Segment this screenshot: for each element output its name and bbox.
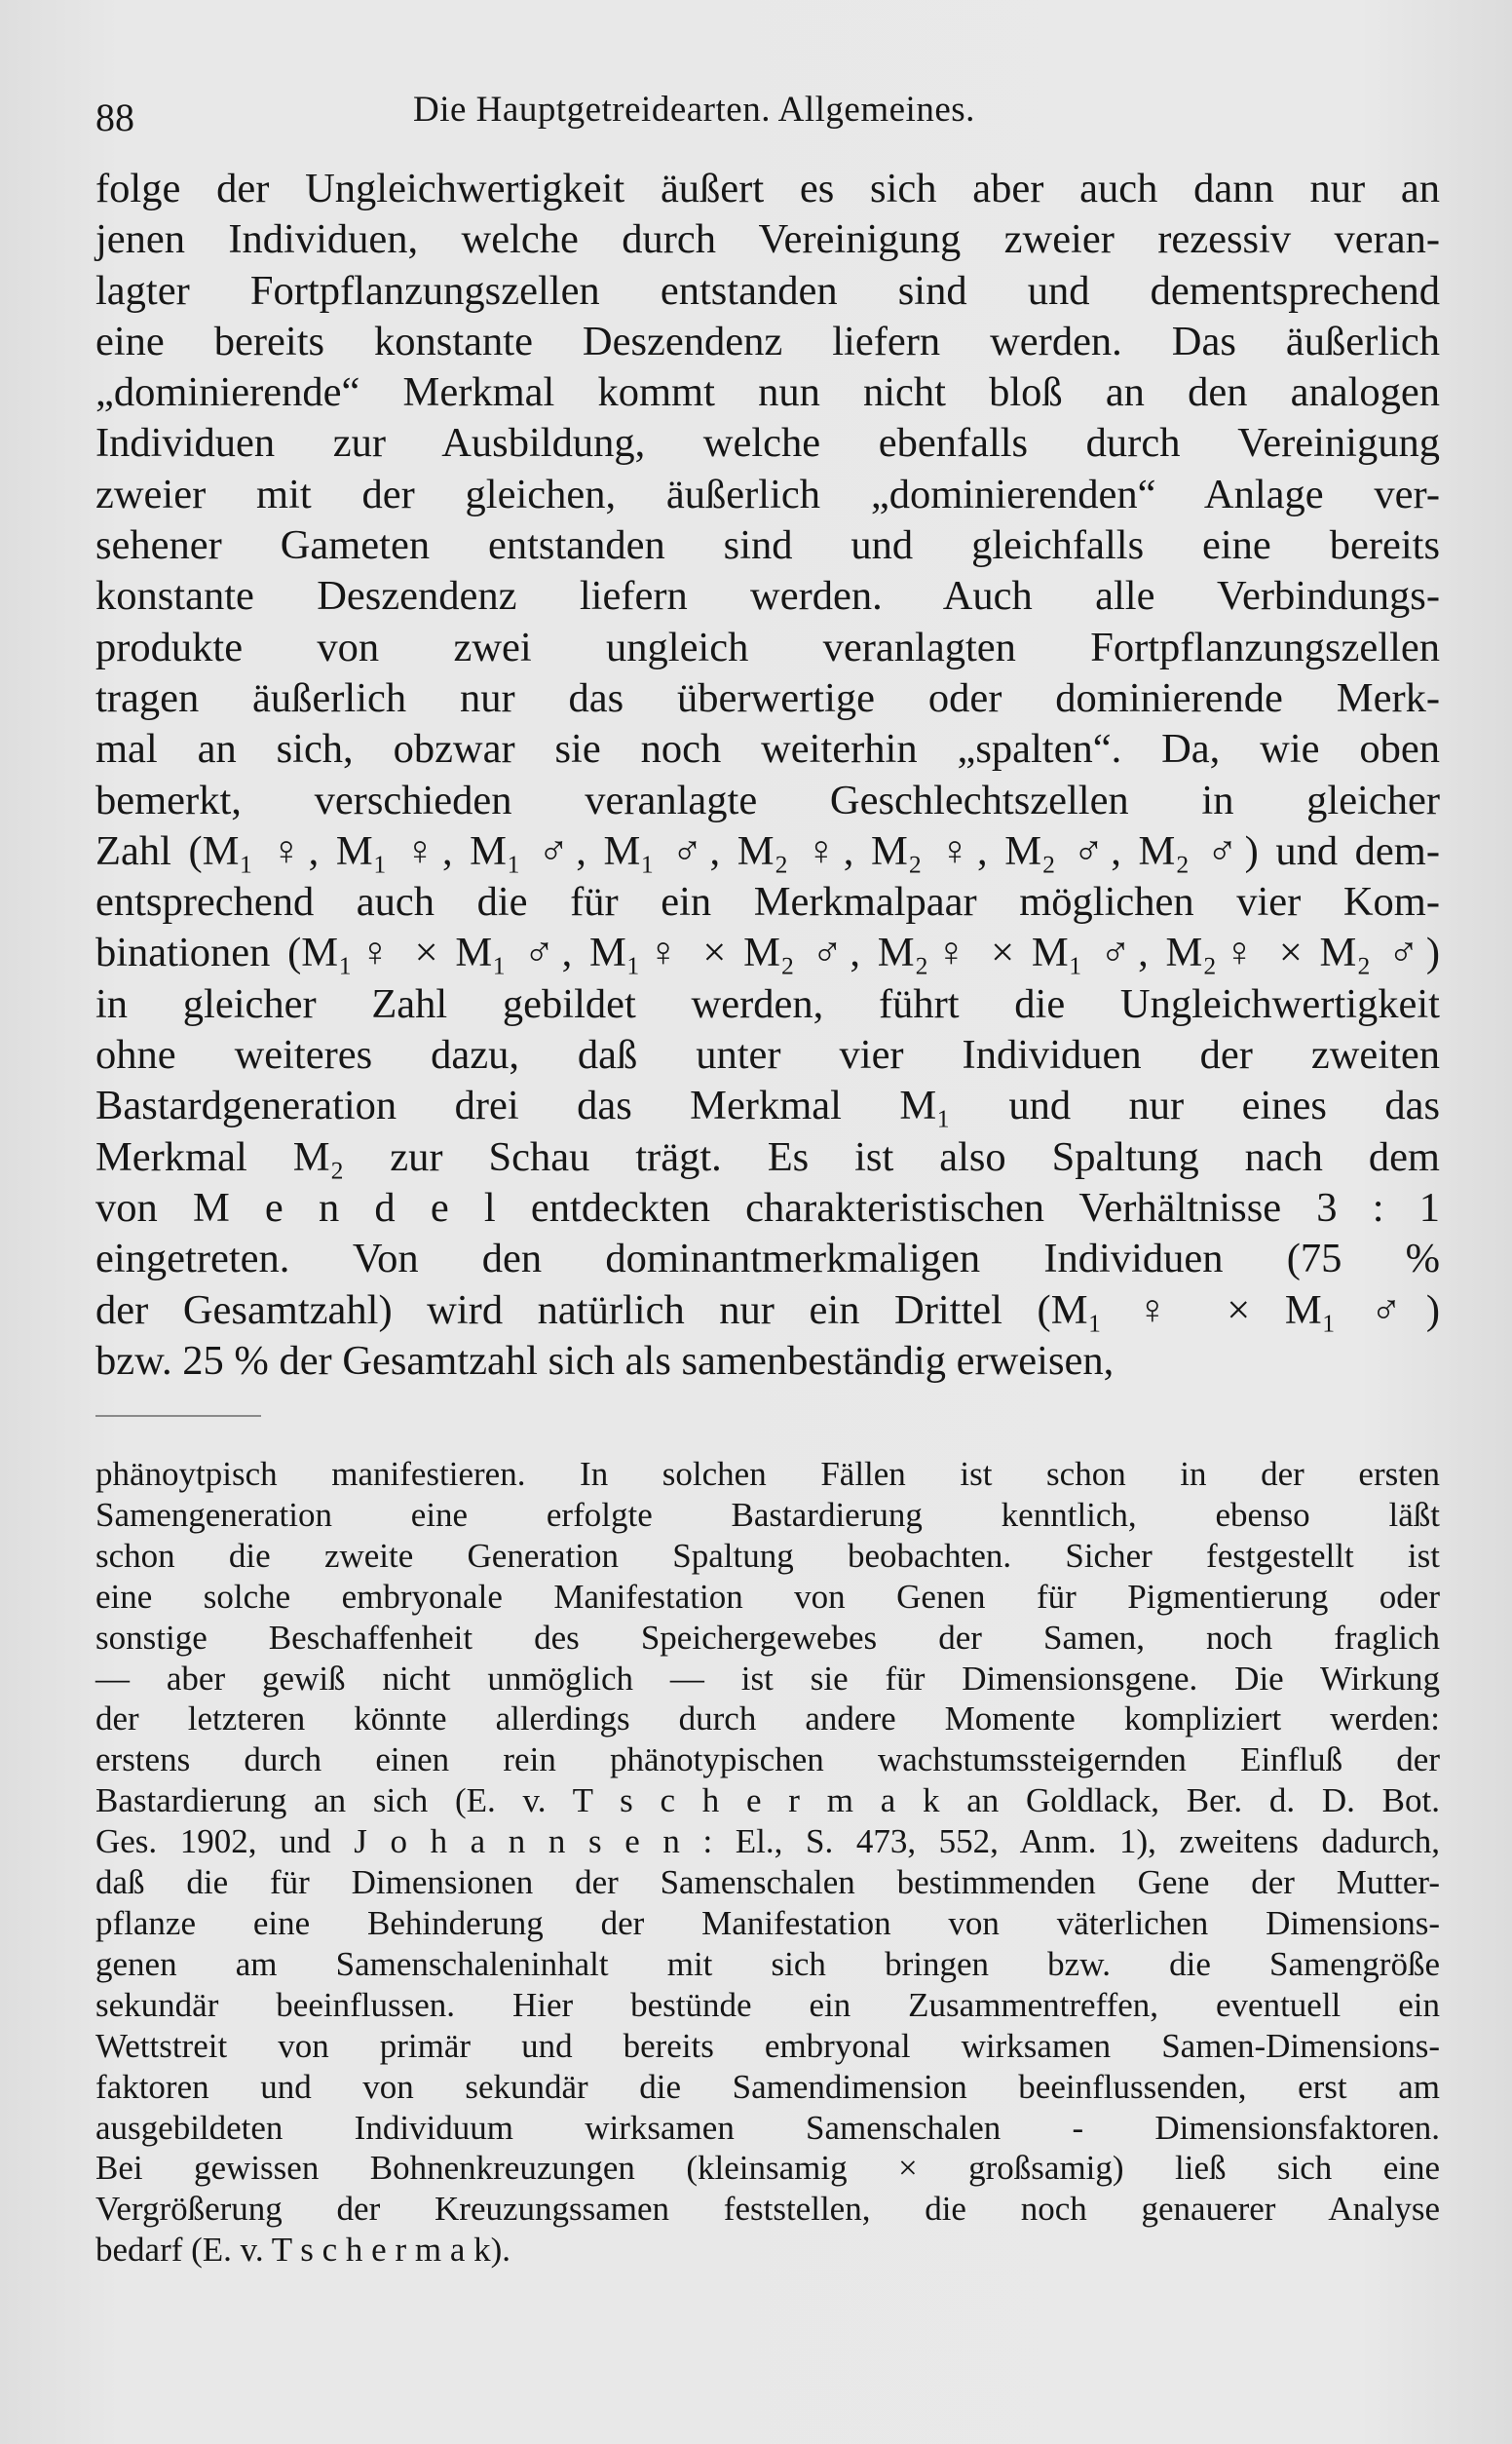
main-text-line: produkte von zwei ungleich veranlagten Fortpflanzungszellen	[95, 624, 1440, 670]
page-number: 88	[95, 95, 134, 139]
footnote-line: eine solche embryonale Manifestation von Genen für Pigmentierung oder	[95, 1577, 1440, 1616]
footnote-line: Bei gewissen Bohnenkreuzungen (kleinsamig × großsamig) ließ sich eine	[95, 2149, 1440, 2188]
main-text-line: „dominierende“ Merkmal kommt nun nicht bloß an den analogen	[95, 369, 1440, 416]
footnote-line: daß die für Dimensionen der Samenschalen bestimmenden Gene der Mutter-	[95, 1863, 1440, 1902]
running-title: Die Hauptgetreidearten. Allgemeines.	[413, 90, 975, 130]
footnote-line: Wettstreit von primär und bereits embryonal wirksamen Samen-Dimensions-	[95, 2026, 1440, 2065]
footnote-line: — aber gewiß nicht unmöglich — ist sie für Dimensionsgene. Die Wirkung	[95, 1659, 1440, 1698]
main-text-line: sehener Gameten entstanden sind und gleichfalls eine bereits	[95, 522, 1440, 569]
main-text-line: zweier mit der gleichen, äußerlich „dominierenden“ Anlage ver-	[95, 471, 1440, 517]
main-text-line: in gleicher Zahl gebildet werden, führt die Ungleichwertigkeit	[95, 980, 1440, 1027]
footnote-line: faktoren und von sekundär die Samendimension beeinflussenden, erst am	[95, 2067, 1440, 2106]
footnote-line: der letzteren könnte allerdings durch andere Momente kompliziert werden:	[95, 1699, 1440, 1738]
footnote-line: genen am Samenschaleninhalt mit sich bringen bzw. die Samengröße	[95, 1944, 1440, 1983]
main-text-line: bzw. 25 % der Gesamtzahl sich als samenbeständig erweisen,	[95, 1337, 1115, 1384]
main-text-line: tragen äußerlich nur das überwertige oder dominierende Merk-	[95, 674, 1440, 721]
footnote-line: sonstige Beschaffenheit des Speichergewebes der Samen, noch fraglich	[95, 1618, 1440, 1657]
footnote-line: Samengeneration eine erfolgte Bastardierung kenntlich, ebenso läßt	[95, 1495, 1440, 1534]
main-text-line: ohne weiteres dazu, daß unter vier Individuen der zweiten	[95, 1032, 1440, 1079]
footnote-line: sekundär beeinflussen. Hier bestünde ein Zusammentreffen, eventuell ein	[95, 1985, 1440, 2024]
main-text-line: von M e n d e l entdeckten charakteristischen Verhältnisse 3 : 1	[95, 1184, 1440, 1231]
main-text-line: Zahl (M₁ ♀, M₁ ♀, M₁ ♂, M₁ ♂, M₂ ♀, M₂ ♀, M₂ ♂, M₂ ♂) und dem-	[95, 827, 1440, 874]
footnote-line: ausgebildeten Individuum wirksamen Samenschalen - Dimensionsfaktoren.	[95, 2108, 1440, 2147]
main-text-line: bemerkt, verschieden veranlagte Geschlechtszellen in gleicher	[95, 777, 1440, 823]
main-text-line: binationen (M₁♀ × M₁ ♂, M₁♀ × M₂ ♂, M₂♀ × M₁ ♂, M₂♀ × M₂ ♂)	[95, 930, 1440, 976]
footnote-line: erstens durch einen rein phänotypischen wachstumssteigernden Einfluß der	[95, 1740, 1440, 1779]
footnote-line: Bastardierung an sich (E. v. T s c h e r m a k an Goldlack, Ber. d. D. Bot.	[95, 1781, 1440, 1820]
main-text-line: mal an sich, obzwar sie noch weiterhin „spalten“. Da, wie oben	[95, 726, 1440, 773]
footnote-line: bedarf (E. v. T s c h e r m a k).	[95, 2231, 511, 2270]
main-text-block	[95, 164, 1440, 1387]
footnote-divider	[95, 1415, 261, 1417]
main-text-line: Individuen zur Ausbildung, welche ebenfalls durch Vereinigung	[95, 420, 1440, 467]
main-text-line: Merkmal M₂ zur Schau trägt. Es ist also Spaltung nach dem	[95, 1133, 1440, 1180]
main-text-line: eingetreten. Von den dominantmerkmaligen Individuen (75 %	[95, 1236, 1440, 1282]
main-text-line: folge der Ungleichwertigkeit äußert es sich aber auch dann nur an	[95, 166, 1440, 211]
main-text-line: der Gesamtzahl) wird natürlich nur ein Drittel (M₁ ♀ × M₁ ♂)	[95, 1286, 1440, 1333]
main-text-line: jenen Individuen, welche durch Vereinigung zweier rezessiv veran-	[95, 216, 1440, 263]
footnote-line: pflanze eine Behinderung der Manifestation von väterlichen Dimensions-	[95, 1903, 1440, 1942]
main-text-line: eine bereits konstante Deszendenz liefern werden. Das äußerlich	[95, 318, 1440, 364]
main-text-line: lagter Fortpflanzungszellen entstanden sind und dementsprechend	[95, 267, 1440, 314]
page-header	[95, 76, 1440, 144]
main-text-line: entsprechend auch die für ein Merkmalpaar möglichen vier Kom-	[95, 879, 1440, 926]
footnote-line: schon die zweite Generation Spaltung beobachten. Sicher festgestellt ist	[95, 1536, 1440, 1575]
footnote-line: Ges. 1902, und J o h a n n s e n : El., S. 473, 552, Anm. 1), zweitens dadurch,	[95, 1822, 1440, 1861]
footnote-line: Vergrößerung der Kreuzungssamen feststellen, die noch genauerer Analyse	[95, 2190, 1440, 2229]
main-text-line: Bastardgeneration drei das Merkmal M₁ und nur eines das	[95, 1083, 1440, 1129]
main-text-line: konstante Deszendenz liefern werden. Auch alle Verbindungs-	[95, 573, 1440, 620]
footnote-line: phänoytpisch manifestieren. In solchen Fällen ist schon in der ersten	[95, 1455, 1440, 1493]
footnote-block	[95, 1454, 1440, 2271]
